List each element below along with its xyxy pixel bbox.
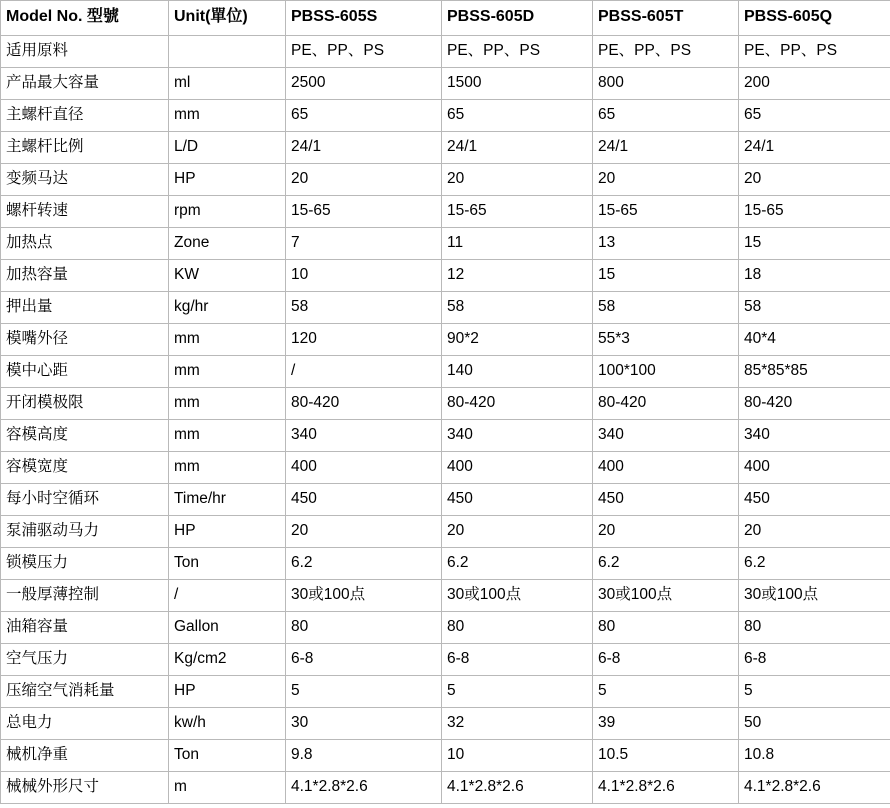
row-value-605d: 90*2 (442, 324, 593, 356)
row-label: 押出量 (1, 292, 169, 324)
row-value-605t: 6-8 (593, 644, 739, 676)
row-value-605d: 80-420 (442, 388, 593, 420)
row-value-605s: 4.1*2.8*2.6 (286, 772, 442, 804)
row-value-605d: 15-65 (442, 196, 593, 228)
table-row (1, 516, 890, 548)
table-header (1, 1, 890, 36)
row-value-605d: 11 (442, 228, 593, 260)
row-value-605d: 32 (442, 708, 593, 740)
row-value-605q: 85*85*85 (739, 356, 890, 388)
row-value-605s: 30或100点 (286, 580, 442, 612)
column-header-pbss-605t: PBSS-605T (593, 1, 739, 36)
row-value-605q: 80 (739, 612, 890, 644)
table-row (1, 196, 890, 228)
table-row (1, 132, 890, 164)
row-label: 一般厚薄控制 (1, 580, 169, 612)
row-value-605d: 65 (442, 100, 593, 132)
row-value-605t: 30或100点 (593, 580, 739, 612)
row-value-605s: 24/1 (286, 132, 442, 164)
row-value-605s: 7 (286, 228, 442, 260)
row-value-605s: 6.2 (286, 548, 442, 580)
row-value-605q: 24/1 (739, 132, 890, 164)
table-row (1, 36, 890, 68)
row-label: 模嘴外径 (1, 324, 169, 356)
table-row (1, 708, 890, 740)
table-row (1, 484, 890, 516)
row-value-605s: 450 (286, 484, 442, 516)
row-unit: HP (169, 676, 286, 708)
row-value-605s: 58 (286, 292, 442, 324)
row-label: 容模高度 (1, 420, 169, 452)
row-value-605d: 20 (442, 516, 593, 548)
row-value-605q: 400 (739, 452, 890, 484)
row-value-605s: 9.8 (286, 740, 442, 772)
row-label: 产品最大容量 (1, 68, 169, 100)
row-value-605t: 15 (593, 260, 739, 292)
row-value-605q: 5 (739, 676, 890, 708)
row-label: 泵浦驱动马力 (1, 516, 169, 548)
row-value-605q: 40*4 (739, 324, 890, 356)
row-value-605t: PE、PP、PS (593, 36, 739, 68)
row-value-605d: 6-8 (442, 644, 593, 676)
column-header-model: Model No. 型號 (1, 1, 169, 36)
row-value-605q: 450 (739, 484, 890, 516)
row-value-605s: 340 (286, 420, 442, 452)
row-label: 模中心距 (1, 356, 169, 388)
row-value-605t: 39 (593, 708, 739, 740)
row-unit: Time/hr (169, 484, 286, 516)
row-value-605q: 58 (739, 292, 890, 324)
row-value-605s: 6-8 (286, 644, 442, 676)
row-value-605t: 15-65 (593, 196, 739, 228)
column-header-pbss-605q: PBSS-605Q (739, 1, 890, 36)
row-unit: mm (169, 420, 286, 452)
row-value-605s: 65 (286, 100, 442, 132)
row-unit: kw/h (169, 708, 286, 740)
table-row (1, 356, 890, 388)
row-label: 每小时空循环 (1, 484, 169, 516)
row-value-605t: 80 (593, 612, 739, 644)
row-label: 总电力 (1, 708, 169, 740)
row-unit: Zone (169, 228, 286, 260)
row-value-605t: 450 (593, 484, 739, 516)
table-row (1, 260, 890, 292)
row-value-605s: 400 (286, 452, 442, 484)
row-value-605q: 30或100点 (739, 580, 890, 612)
row-label: 主螺杆比例 (1, 132, 169, 164)
column-header-pbss-605d: PBSS-605D (442, 1, 593, 36)
row-value-605s: 30 (286, 708, 442, 740)
row-value-605t: 100*100 (593, 356, 739, 388)
table-row (1, 612, 890, 644)
row-unit: mm (169, 324, 286, 356)
column-header-pbss-605s: PBSS-605S (286, 1, 442, 36)
row-label: 压缩空气消耗量 (1, 676, 169, 708)
row-unit: Ton (169, 740, 286, 772)
row-unit: HP (169, 516, 286, 548)
row-value-605s: 80 (286, 612, 442, 644)
row-value-605t: 80-420 (593, 388, 739, 420)
row-value-605d: 24/1 (442, 132, 593, 164)
row-value-605d: 58 (442, 292, 593, 324)
row-value-605s: 10 (286, 260, 442, 292)
row-value-605t: 65 (593, 100, 739, 132)
row-label: 开闭模极限 (1, 388, 169, 420)
row-value-605t: 4.1*2.8*2.6 (593, 772, 739, 804)
table-row (1, 772, 890, 804)
row-unit: Gallon (169, 612, 286, 644)
table-body (1, 36, 890, 804)
row-unit: KW (169, 260, 286, 292)
row-value-605s: 2500 (286, 68, 442, 100)
row-value-605d: 140 (442, 356, 593, 388)
column-header-unit: Unit(單位) (169, 1, 286, 36)
row-label: 锁模压力 (1, 548, 169, 580)
row-value-605t: 58 (593, 292, 739, 324)
row-value-605s: 20 (286, 516, 442, 548)
row-unit: / (169, 580, 286, 612)
row-value-605q: 6.2 (739, 548, 890, 580)
table-header-row (1, 1, 890, 36)
table-row (1, 388, 890, 420)
table-row (1, 580, 890, 612)
row-value-605t: 24/1 (593, 132, 739, 164)
row-value-605t: 400 (593, 452, 739, 484)
row-unit: mm (169, 452, 286, 484)
row-value-605s: 120 (286, 324, 442, 356)
row-value-605s: 5 (286, 676, 442, 708)
table-row (1, 100, 890, 132)
row-value-605q: 20 (739, 516, 890, 548)
row-unit: HP (169, 164, 286, 196)
row-value-605t: 10.5 (593, 740, 739, 772)
row-label: 螺杆转速 (1, 196, 169, 228)
table-row (1, 324, 890, 356)
row-unit: ml (169, 68, 286, 100)
row-label: 变频马达 (1, 164, 169, 196)
table-row (1, 452, 890, 484)
row-value-605d: 4.1*2.8*2.6 (442, 772, 593, 804)
row-value-605d: 80 (442, 612, 593, 644)
table-row (1, 644, 890, 676)
row-value-605s: 20 (286, 164, 442, 196)
row-value-605d: 340 (442, 420, 593, 452)
row-value-605q: 4.1*2.8*2.6 (739, 772, 890, 804)
row-value-605d: 10 (442, 740, 593, 772)
row-value-605q: 65 (739, 100, 890, 132)
row-label: 械机净重 (1, 740, 169, 772)
row-value-605t: 13 (593, 228, 739, 260)
row-unit: Ton (169, 548, 286, 580)
row-value-605s: 80-420 (286, 388, 442, 420)
row-value-605q: 200 (739, 68, 890, 100)
row-value-605q: 50 (739, 708, 890, 740)
row-value-605q: 80-420 (739, 388, 890, 420)
row-value-605d: 30或100点 (442, 580, 593, 612)
row-unit: mm (169, 356, 286, 388)
row-label: 加热容量 (1, 260, 169, 292)
row-value-605q: 10.8 (739, 740, 890, 772)
table-row (1, 740, 890, 772)
row-unit (169, 36, 286, 68)
row-value-605s: 15-65 (286, 196, 442, 228)
row-label: 适用原料 (1, 36, 169, 68)
row-label: 加热点 (1, 228, 169, 260)
row-unit: Kg/cm2 (169, 644, 286, 676)
row-value-605d: PE、PP、PS (442, 36, 593, 68)
row-value-605d: 450 (442, 484, 593, 516)
row-value-605q: 15-65 (739, 196, 890, 228)
row-value-605q: 340 (739, 420, 890, 452)
row-value-605d: 12 (442, 260, 593, 292)
row-value-605d: 20 (442, 164, 593, 196)
row-label: 械械外形尺寸 (1, 772, 169, 804)
row-value-605d: 5 (442, 676, 593, 708)
table-row (1, 420, 890, 452)
row-label: 油箱容量 (1, 612, 169, 644)
row-value-605t: 20 (593, 164, 739, 196)
row-unit: mm (169, 100, 286, 132)
row-unit: m (169, 772, 286, 804)
row-label: 容模宽度 (1, 452, 169, 484)
table-row (1, 228, 890, 260)
row-unit: L/D (169, 132, 286, 164)
row-value-605q: 18 (739, 260, 890, 292)
row-value-605t: 20 (593, 516, 739, 548)
table-row (1, 548, 890, 580)
row-value-605q: 15 (739, 228, 890, 260)
table-row (1, 68, 890, 100)
row-value-605t: 5 (593, 676, 739, 708)
row-value-605t: 55*3 (593, 324, 739, 356)
row-value-605t: 6.2 (593, 548, 739, 580)
table-row (1, 676, 890, 708)
row-value-605q: 20 (739, 164, 890, 196)
row-label: 主螺杆直径 (1, 100, 169, 132)
table-row (1, 164, 890, 196)
row-value-605s: / (286, 356, 442, 388)
row-value-605d: 6.2 (442, 548, 593, 580)
row-value-605s: PE、PP、PS (286, 36, 442, 68)
row-value-605q: PE、PP、PS (739, 36, 890, 68)
row-value-605d: 1500 (442, 68, 593, 100)
row-value-605d: 400 (442, 452, 593, 484)
row-unit: kg/hr (169, 292, 286, 324)
table-row (1, 292, 890, 324)
row-value-605q: 6-8 (739, 644, 890, 676)
row-value-605t: 800 (593, 68, 739, 100)
row-unit: mm (169, 388, 286, 420)
row-value-605t: 340 (593, 420, 739, 452)
row-unit: rpm (169, 196, 286, 228)
row-label: 空气压力 (1, 644, 169, 676)
